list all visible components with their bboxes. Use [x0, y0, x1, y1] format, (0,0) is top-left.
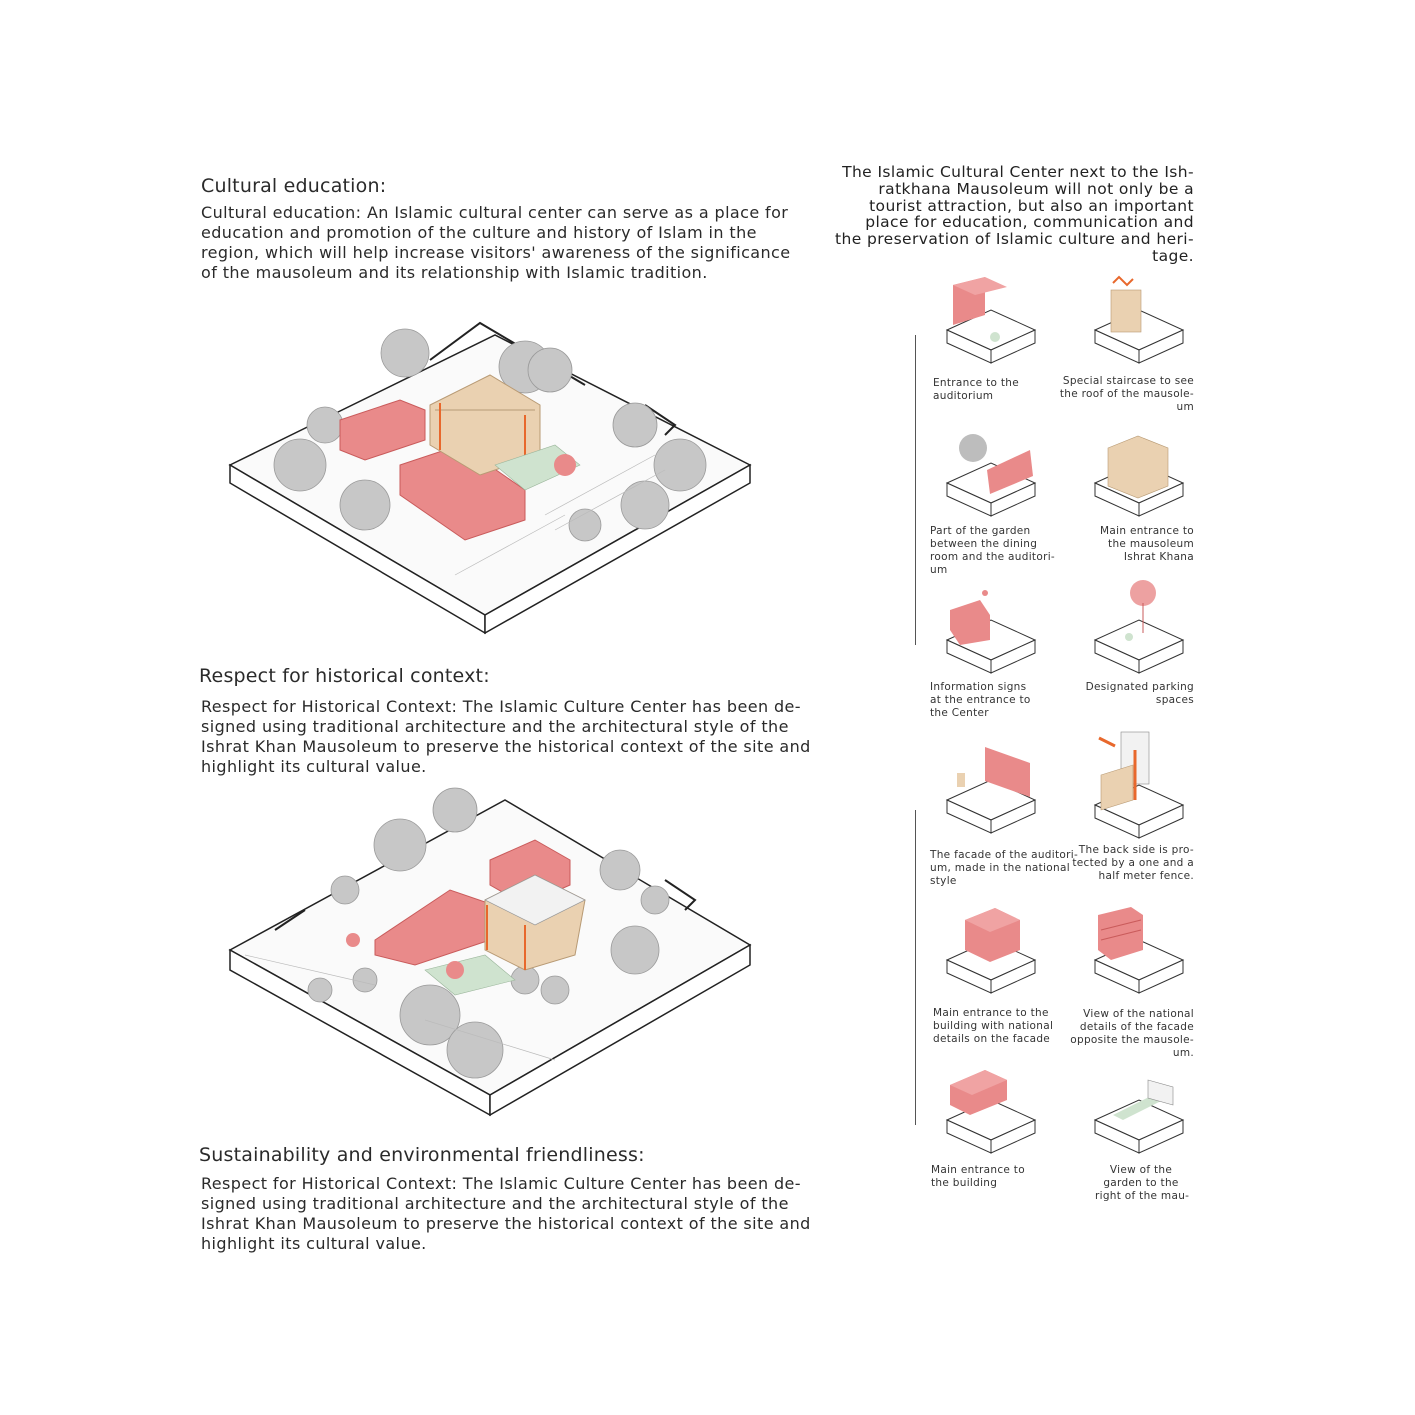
- facade-diagram: [945, 745, 1037, 835]
- caption-line: the roof of the mausole-: [1059, 388, 1194, 400]
- caption-line: opposite the mausole-: [1070, 1034, 1194, 1046]
- section-1-paragraph: [201, 203, 790, 283]
- intro-line: The Islamic Cultural Center next to the Ish-: [842, 163, 1194, 181]
- caption-line: the building: [931, 1177, 998, 1189]
- intro-line: place for education, communication and: [865, 213, 1194, 232]
- caption-line: details on the facade: [933, 1033, 1051, 1045]
- caption-line: View of the national: [1083, 1008, 1194, 1020]
- para-line: Respect for Historical Context: The Islamic Culture Center has been de-: [201, 697, 801, 716]
- caption-line: View of the: [1109, 1164, 1173, 1176]
- caption-facade-details: [1070, 1008, 1194, 1060]
- caption-line: auditorium: [933, 390, 994, 402]
- fence-diagram: [1093, 730, 1185, 840]
- garden-diagram: [945, 428, 1037, 518]
- section-1-heading: Cultural education:: [201, 175, 387, 197]
- caption-auditorium-entrance: [933, 377, 1019, 403]
- axonometric-site-plan-2: [225, 790, 755, 1120]
- red-block-diagram: [945, 275, 1037, 365]
- facade-details-diagram: [1093, 905, 1185, 995]
- caption-line: um, made in the national: [930, 862, 1070, 874]
- caption-auditorium-facade: [930, 849, 1078, 888]
- caption-line: Designated parking: [1085, 681, 1194, 693]
- caption-parking: [1086, 681, 1194, 707]
- intro-line: the preservation of Islamic culture and heri-: [835, 230, 1194, 249]
- section-3-paragraph: [201, 1174, 811, 1254]
- caption-line: Information signs: [930, 681, 1027, 693]
- section-3-heading: Sustainability and environmental friendliness:: [199, 1144, 645, 1166]
- caption-line: details of the facade: [1079, 1021, 1194, 1033]
- caption-mausoleum-entrance: [1100, 525, 1194, 564]
- caption-line: um: [1176, 401, 1194, 413]
- caption-line: between the dining: [930, 538, 1038, 550]
- caption-garden-part: [930, 525, 1055, 577]
- caption-line: Main entrance to the: [933, 1007, 1049, 1019]
- signs-diagram: [945, 585, 1037, 675]
- caption-line: the mausoleum: [1108, 538, 1194, 550]
- axonometric-site-plan-1: [225, 315, 755, 645]
- para-line: signed using traditional architecture and the architectural style of the: [201, 717, 789, 736]
- caption-line: Entrance to the: [933, 377, 1019, 389]
- para-line: signed using traditional architecture and the architectural style of the: [201, 1194, 789, 1213]
- para-line: Ishrat Khan Mausoleum to preserve the historical context of the site and: [201, 1214, 811, 1233]
- caption-line: building with national: [933, 1020, 1054, 1032]
- caption-building-entrance: [931, 1164, 1025, 1190]
- para-line: highlight its cultural value.: [201, 1234, 427, 1253]
- caption-line: The facade of the auditori-: [930, 849, 1079, 861]
- para-line: Cultural education: An Islamic cultural center can serve as a place for: [201, 203, 789, 222]
- vertical-divider: [915, 335, 916, 645]
- parking-diagram: [1093, 575, 1185, 675]
- caption-line: style: [930, 875, 957, 887]
- caption-line: half meter fence.: [1098, 870, 1194, 882]
- caption-line: Part of the garden: [930, 525, 1031, 537]
- section-2-heading: Respect for historical context:: [199, 665, 490, 687]
- caption-line: Ishrat Khana: [1123, 551, 1194, 563]
- caption-back-fence: [1072, 844, 1194, 883]
- caption-line: Special staircase to see: [1062, 375, 1194, 387]
- para-line: region, which will help increase visitors' awareness of the significance: [201, 243, 791, 262]
- caption-line: spaces: [1155, 694, 1194, 706]
- caption-line: at the entrance to: [930, 694, 1031, 706]
- intro-line: tourist attraction, but also an important: [869, 196, 1194, 215]
- caption-line: Main entrance to: [1100, 525, 1194, 537]
- caption-line: um: [930, 564, 948, 576]
- caption-line: right of the mau-: [1095, 1190, 1190, 1202]
- para-line: Ishrat Khan Mausoleum to preserve the historical context of the site and: [201, 737, 811, 756]
- para-line: education and promotion of the culture and history of Islam in the: [201, 223, 757, 242]
- intro-line: tage.: [1152, 246, 1194, 265]
- caption-line: um.: [1172, 1047, 1194, 1059]
- caption-line: Main entrance to: [931, 1164, 1025, 1176]
- building-entrance-diagram: [945, 905, 1037, 995]
- para-line: of the mausoleum and its relationship with Islamic tradition.: [201, 263, 708, 282]
- building-diagram: [945, 1065, 1037, 1155]
- vertical-divider: [915, 810, 916, 1125]
- caption-line: room and the auditori-: [930, 551, 1055, 563]
- staircase-diagram: [1093, 275, 1185, 365]
- intro-text: [835, 164, 1194, 265]
- caption-line: the Center: [930, 707, 989, 719]
- caption-building-entrance-details: [933, 1007, 1053, 1046]
- mausoleum-diagram: [1093, 428, 1185, 518]
- caption-line: tected by a one and a: [1072, 857, 1194, 869]
- caption-information-signs: [930, 681, 1031, 720]
- caption-garden-view: [1095, 1164, 1190, 1203]
- para-line: Respect for Historical Context: The Islamic Culture Center has been de-: [201, 1174, 801, 1193]
- intro-line: ratkhana Mausoleum will not only be a: [878, 179, 1194, 198]
- caption-line: garden to the: [1103, 1177, 1179, 1189]
- caption-special-staircase: [1060, 375, 1194, 414]
- para-line: highlight its cultural value.: [201, 757, 427, 776]
- garden-view-diagram: [1093, 1065, 1185, 1155]
- section-2-paragraph: [201, 697, 811, 777]
- caption-line: The back side is pro-: [1078, 844, 1194, 856]
